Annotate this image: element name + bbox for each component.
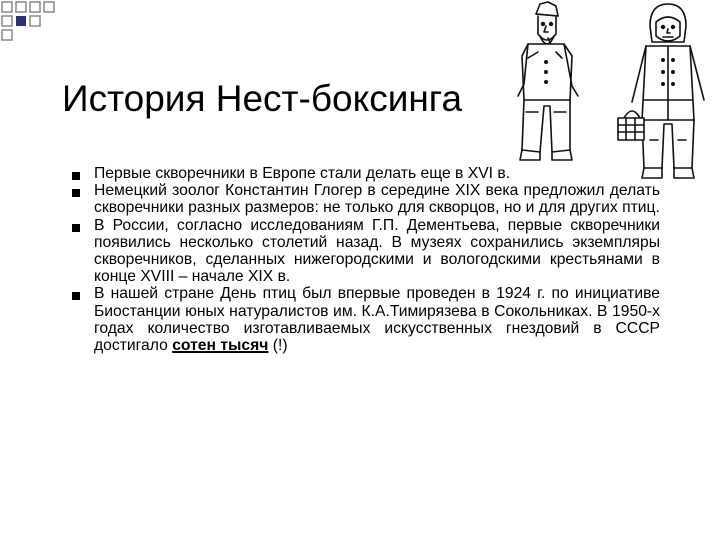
corner-squares-decoration xyxy=(0,0,80,50)
bullet-item xyxy=(70,165,660,182)
bullet-text xyxy=(94,285,660,354)
bullet-text: Первые скворечники в Европе стали делать еще в XVI в. xyxy=(94,165,511,182)
slide-title: История Нест-боксинга xyxy=(62,78,463,119)
bullet-text: В России, согласно исследованиям Г.П. Дементьева, первые скворечники появились несколько столетий назад. В музеях сохранились экземпляры скворечников, сделанных нижегородскими и вологодскими крестьянами в конце XVIII – начале XIX в. xyxy=(94,216,660,286)
square-bullet-icon xyxy=(72,172,80,180)
bullet-list xyxy=(70,165,660,354)
bullet-text-suffix: (!) xyxy=(268,337,288,355)
bullet-item xyxy=(70,217,660,286)
emphasis-text: сотен тысяч xyxy=(172,337,269,355)
bullet-text: Немецкий зоолог Константин Глогер в середине XIX века предложил делать скворечники разных размеров: не только для скворцов, но и для других птиц. xyxy=(94,182,660,217)
square-bullet-icon xyxy=(72,292,80,300)
bullet-item xyxy=(70,182,660,216)
square-bullet-icon xyxy=(72,224,80,232)
square-bullet-icon xyxy=(72,189,80,197)
bullet-item xyxy=(70,285,660,354)
bullet-text-main: В нашей стране День птиц был впервые проведен в 1924 г. по инициативе Биостанции юных натуралистов им. К.А.Тимирязева в Сокольниках. В 1950-х годах количество изготавливаемых искусственных гнездовий в СССР достигало xyxy=(94,285,660,355)
two-folk-figures-illustration xyxy=(498,0,720,190)
